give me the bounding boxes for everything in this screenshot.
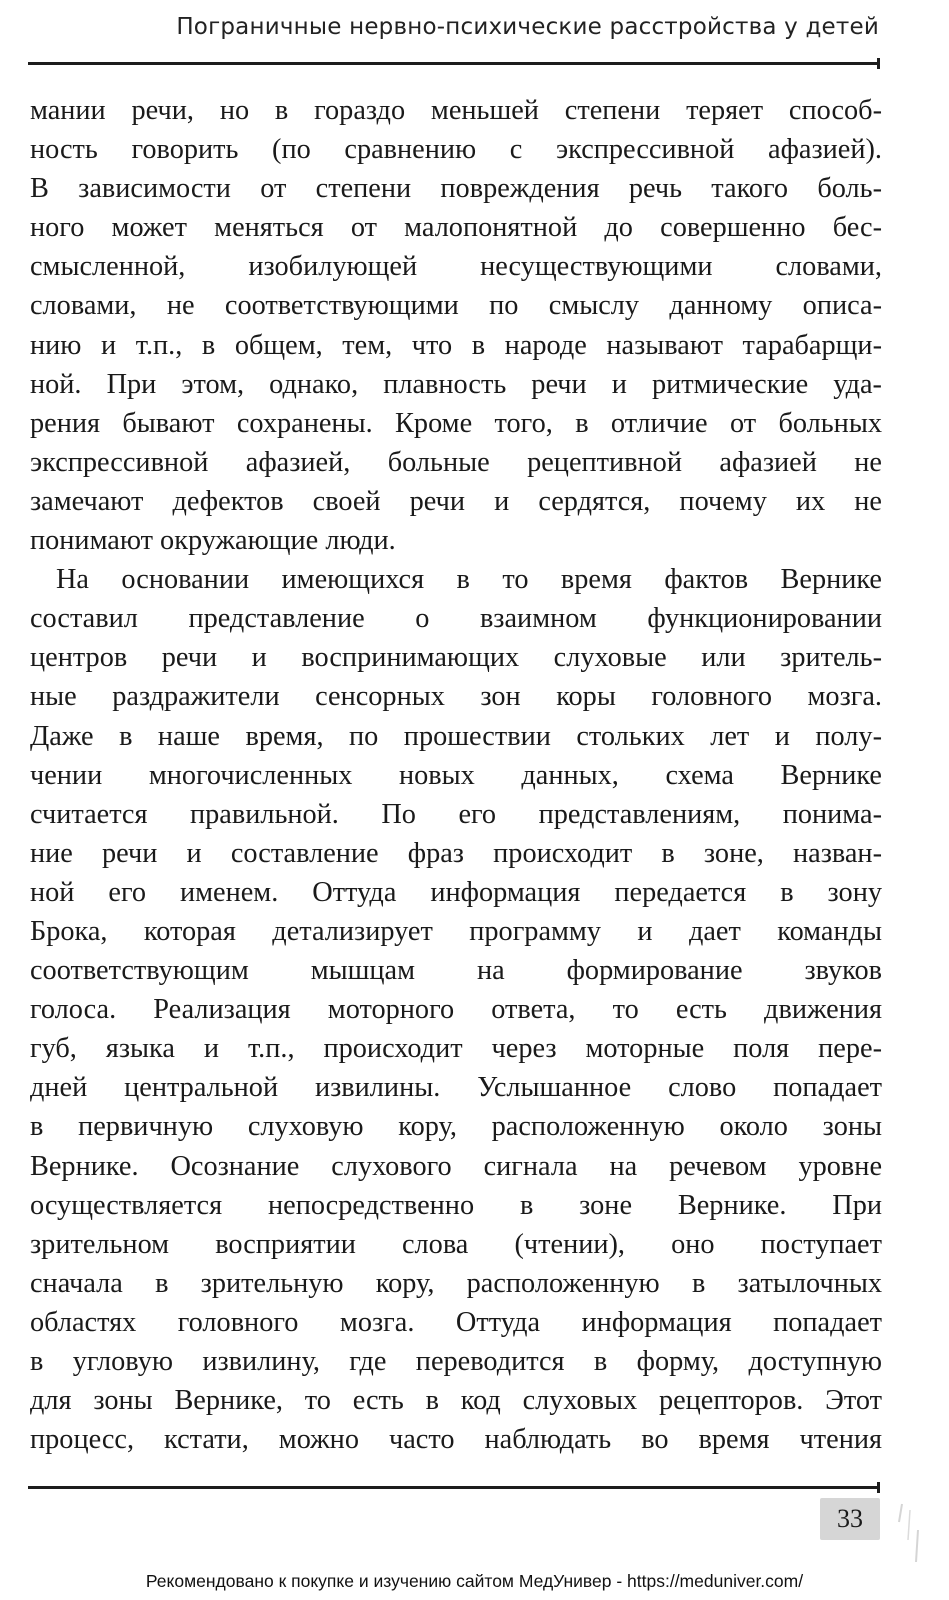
text-line: дней центральной извилины. Услышанное слово попадает	[30, 1072, 882, 1104]
text-line: областях головного мозга. Оттуда информация попадает	[30, 1306, 882, 1338]
text-line: нию и т.п., в общем, тем, что в народе называют тарабарщи-	[30, 329, 882, 361]
text-line: осуществляется непосредственно в зоне Вернике. При	[30, 1189, 882, 1221]
text-line: составил представление о взаимном функционировании	[30, 603, 882, 635]
text-line: сначала в зрительную кору, расположенную в затылочных	[30, 1267, 882, 1299]
text-line: в угловую извилину, где переводится в форму, доступную	[30, 1346, 882, 1377]
text-line: замечают дефектов своей речи и сердятся, почему их не	[30, 485, 882, 517]
text-line: ность говорить (по сравнению с экспрессивной афазией).	[30, 134, 882, 166]
paragraph-2	[30, 560, 882, 1459]
text-line: понимают окружающие люди.	[30, 525, 396, 557]
text-line: голоса. Реализация моторного ответа, то есть движения	[30, 994, 882, 1026]
text-line: процесс, кстати, можно часто наблюдать во время чтения	[30, 1424, 882, 1456]
text-line: центров речи и воспринимающих слуховые или зритель-	[30, 642, 882, 674]
footer-rule-tick	[877, 1482, 880, 1493]
header-rule-tick	[877, 58, 880, 69]
text-line: чении многочисленных новых данных, схема Вернике	[30, 759, 882, 791]
text-line: В зависимости от степени повреждения речь такого боль-	[30, 173, 882, 205]
running-head: Пограничные нервно-психические расстройства у детей	[176, 14, 879, 40]
scan-edge-marks	[896, 1500, 926, 1570]
text-line: ние речи и составление фраз происходит в зоне, назван-	[30, 837, 882, 869]
body-text	[30, 91, 882, 1459]
text-line: мании речи, но в гораздо меньшей степени теряет способ-	[30, 95, 882, 126]
text-line: ной. При этом, однако, плавность речи и ритмические уда-	[30, 368, 882, 400]
text-line: в первичную слуховую кору, расположенную около зоны	[30, 1111, 882, 1143]
text-line: ного может меняться от малопонятной до совершенно бес-	[30, 212, 882, 244]
text-line: ные раздражители сенсорных зон коры головного мозга.	[30, 681, 882, 713]
text-line: смысленной, изобилующей несуществующими словами,	[30, 251, 882, 283]
footer-note: Рекомендовано к покупке и изучению сайтом МедУнивер - https://meduniver.com/	[145, 1571, 804, 1591]
page-number: 33	[820, 1498, 880, 1540]
text-line: зрительном восприятии слова (чтении), оно поступает	[30, 1228, 882, 1260]
footer-rule	[28, 1486, 880, 1489]
text-line: губ, языка и т.п., происходит через моторные поля пере-	[30, 1033, 882, 1065]
paragraph-1	[30, 91, 882, 560]
text-line: соответствующим мышцам на формирование звуков	[30, 955, 882, 987]
text-line: Вернике. Осознание слухового сигнала на речевом уровне	[30, 1150, 882, 1182]
text-line: На основании имеющихся в то время фактов Вернике	[56, 564, 882, 596]
text-line: рения бывают сохранены. Кроме того, в отличие от больных	[30, 407, 882, 439]
text-line: считается правильной. По его представлениям, понима-	[30, 798, 882, 830]
text-line: Брока, которая детализирует программу и дает команды	[30, 915, 882, 947]
text-line: экспрессивной афазией, больные рецептивной афазией не	[30, 446, 882, 478]
text-line: ной его именем. Оттуда информация передается в зону	[30, 876, 882, 908]
text-line: словами, не соответствующими по смыслу данному описа-	[30, 290, 882, 322]
text-line: Даже в наше время, по прошествии стольких лет и полу-	[30, 720, 882, 752]
text-line: для зоны Вернике, то есть в код слуховых рецепторов. Этот	[30, 1385, 882, 1417]
header-rule	[28, 62, 880, 65]
